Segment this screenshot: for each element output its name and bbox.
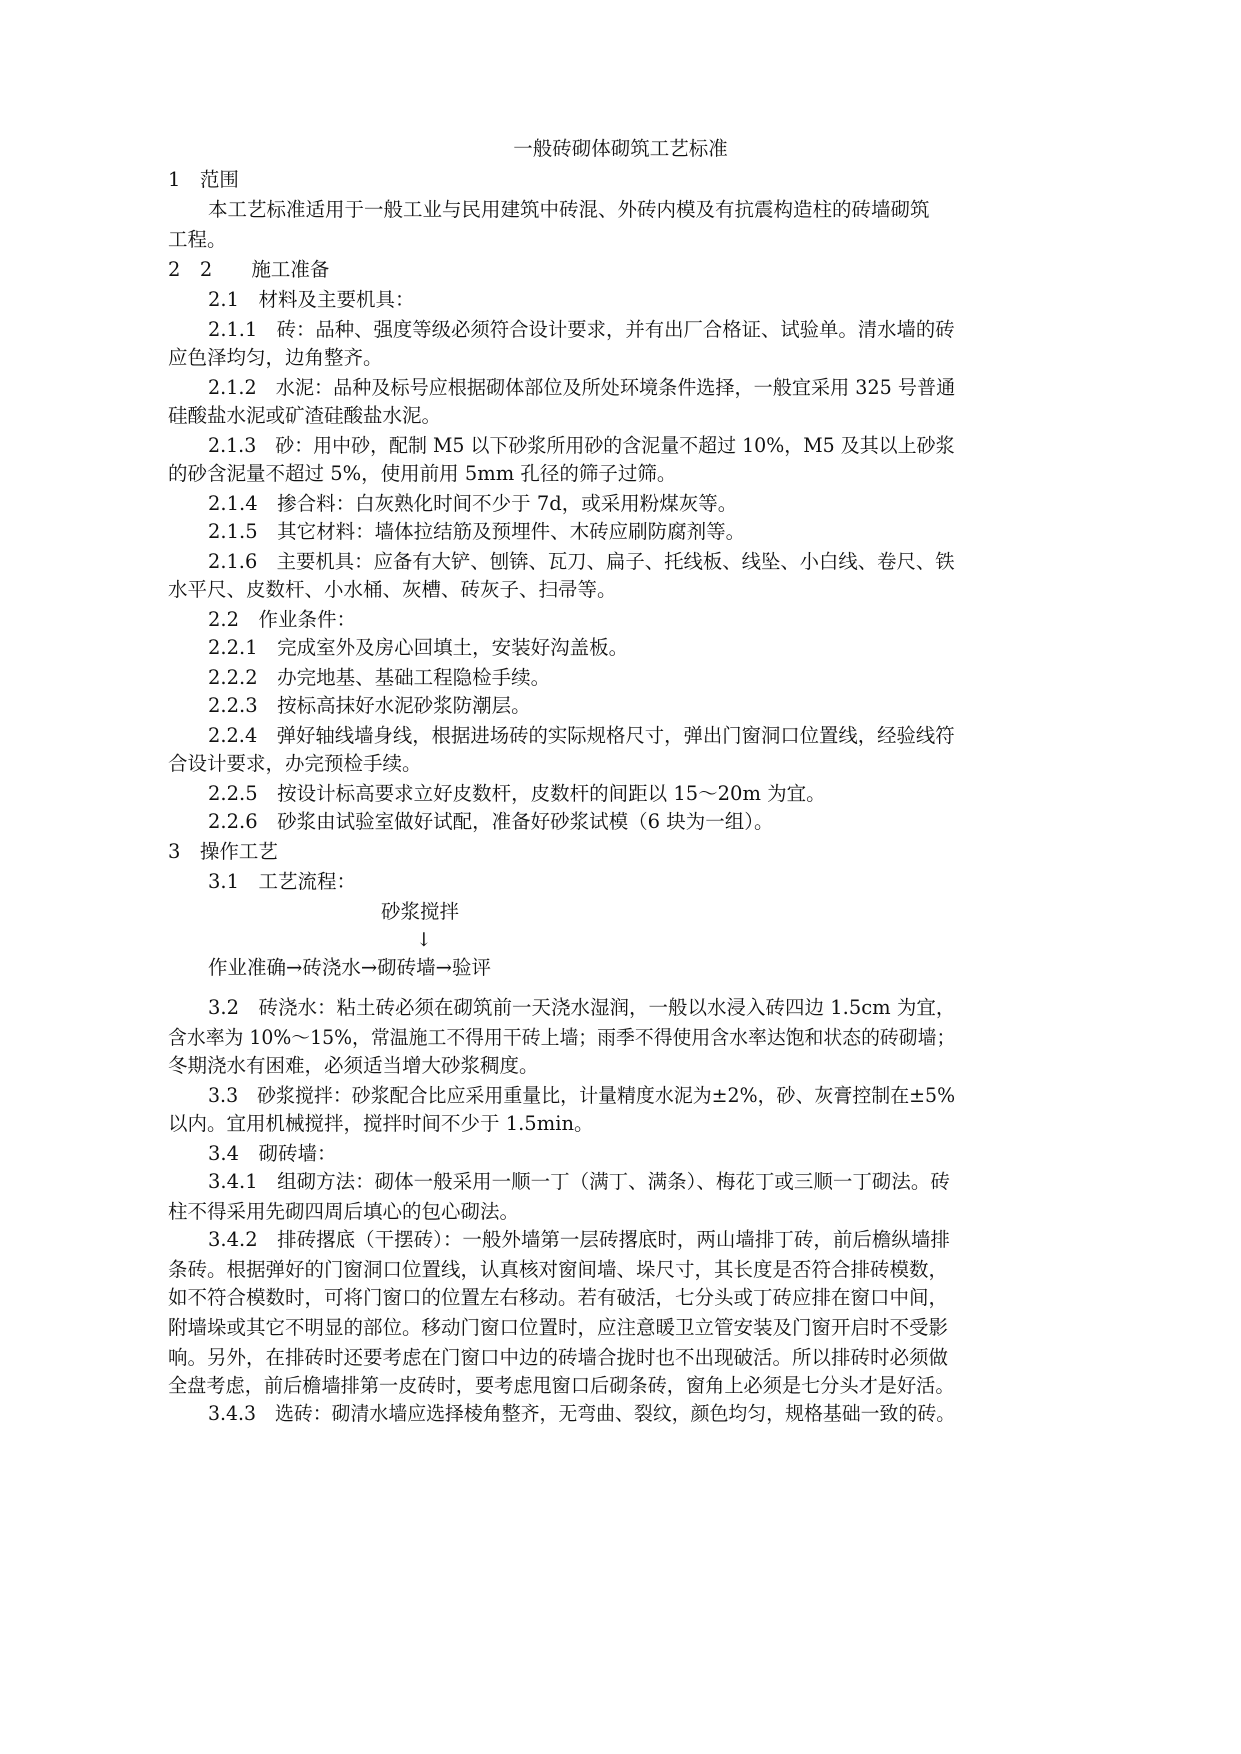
paragraph-line: 冬期浇水有困难，必须适当增大砂浆稠度。	[168, 1054, 539, 1077]
paragraph-line: 2.1.4 掺合料：白灰熟化时间不少于 7d，或采用粉煤灰等。	[208, 492, 738, 515]
section-heading: 2 2 施工准备	[168, 258, 330, 281]
paragraph-line: 硅酸盐水泥或矿渣硅酸盐水泥。	[168, 404, 442, 427]
paragraph-line: 3.3 砂浆搅拌：砂浆配合比应采用重量比，计量精度水泥为±2%，砂、灰膏控制在±5%	[208, 1084, 956, 1107]
paragraph-line: 全盘考虑，前后檐墙排第一皮砖时，要考虑甩窗口后砌条砖，窗角上必须是七分头才是好活。	[168, 1374, 955, 1397]
paragraph-line: 2.1.2 水泥：品种及标号应根据砌体部位及所处环境条件选择，一般宜采用 325 号普通	[208, 376, 956, 399]
paragraph-line: 含水率为 10%～15%，常温施工不得用干砖上墙；雨季不得使用含水率达饱和状态的砖砌墙；	[168, 1026, 956, 1049]
paragraph-line: 应色泽均匀，边角整齐。	[168, 346, 383, 369]
paragraph-line: 2.1.1 砖：品种、强度等级必须符合设计要求，并有出厂合格证、试验单。清水墙的砖	[208, 318, 955, 341]
paragraph-line: 如不符合模数时，可将门窗口的位置左右移动。若有破活，七分头或丁砖应排在窗口中间，	[168, 1286, 949, 1309]
subsection-heading: 3.4 砌砖墙：	[208, 1142, 337, 1165]
paragraph-line: 2.2.6 砂浆由试验室做好试配，准备好砂浆试模（6 块为一组）。	[208, 810, 774, 833]
subsection-heading: 3.1 工艺流程：	[208, 870, 357, 893]
paragraph-line: 2.2.5 按设计标高要求立好皮数杆，皮数杆的间距以 15～20m 为宜。	[208, 782, 826, 805]
paragraph-line: 柱不得采用先砌四周后填心的包心砌法。	[168, 1200, 520, 1223]
paragraph-line: 工程。	[168, 228, 227, 251]
subsection-heading: 2.1 材料及主要机具：	[208, 288, 415, 311]
document-title: 一般砖砌体砌筑工艺标准	[513, 137, 728, 160]
paragraph-line: 响。另外，在排砖时还要考虑在门窗口中边的砖墙合拢时也不出现破活。所以排砖时必须做	[168, 1346, 949, 1369]
paragraph-line: 3.4.2 排砖撂底（干摆砖）：一般外墙第一层砖撂底时，两山墙排丁砖，前后檐纵墙排	[208, 1228, 950, 1251]
paragraph-line: 2.2.4 弹好轴线墙身线，根据进场砖的实际规格尺寸，弹出门窗洞口位置线，经验线符	[208, 724, 955, 747]
paragraph-line: 3.2 砖浇水：粘土砖必须在砌筑前一天浇水湿润，一般以水浸入砖四边 1.5cm 为宜，	[208, 996, 956, 1019]
paragraph-line: 合设计要求，办完预检手续。	[168, 752, 422, 775]
paragraph-line: 3.4.3 选砖：砌清水墙应选择棱角整齐，无弯曲、裂纹，颜色均匀，规格基础一致的砖。	[208, 1402, 956, 1425]
paragraph-line: 2.1.6 主要机具：应备有大铲、刨锛、瓦刀、扁子、托线板、线坠、小白线、卷尺、铁	[208, 550, 955, 573]
paragraph-line: 附墙垛或其它不明显的部位。移动门窗口位置时，应注意暖卫立管安装及门窗开启时不受影	[168, 1316, 949, 1339]
paragraph-line: 3.4.1 组砌方法：砌体一般采用一顺一丁（满丁、满条）、梅花丁或三顺一丁砌法。砖	[208, 1170, 950, 1193]
subsection-heading: 2.2 作业条件：	[208, 608, 357, 631]
section-heading: 1 范围	[168, 168, 239, 191]
paragraph-line: 2.2.3 按标高抹好水泥砂浆防潮层。	[208, 694, 531, 717]
paragraph-line: 的砂含泥量不超过 5%，使用前用 5mm 孔径的筛子过筛。	[168, 462, 677, 485]
paragraph-line: 条砖。根据弹好的门窗洞口位置线，认真核对窗间墙、垛尺寸，其长度是否符合排砖模数，	[168, 1258, 949, 1281]
paragraph-line: 2.1.5 其它材料：墙体拉结筋及预埋件、木砖应刷防腐剂等。	[208, 520, 746, 543]
flow-step-mortar-mixing: 砂浆搅拌	[381, 900, 460, 923]
process-flow-line: 作业准确→砖浇水→砌砖墙→验评	[208, 956, 492, 979]
paragraph-line: 水平尺、皮数杆、小水桶、灰槽、砖灰子、扫帚等。	[168, 578, 617, 601]
paragraph-line: 以内。宜用机械搅拌，搅拌时间不少于 1.5min。	[168, 1112, 594, 1135]
paragraph-line: 本工艺标准适用于一般工业与民用建筑中砖混、外砖内模及有抗震构造柱的砖墙砌筑	[208, 198, 930, 221]
paragraph-line: 2.1.3 砂：用中砂，配制 M5 以下砂浆所用砂的含泥量不超过 10%，M5 及其以上砂浆	[208, 434, 955, 457]
paragraph-line: 2.2.1 完成室外及房心回填土，安装好沟盖板。	[208, 636, 629, 659]
section-heading: 3 操作工艺	[168, 840, 278, 863]
paragraph-line: 2.2.2 办完地基、基础工程隐检手续。	[208, 666, 551, 689]
arrow-down-icon: ↓	[416, 929, 432, 951]
